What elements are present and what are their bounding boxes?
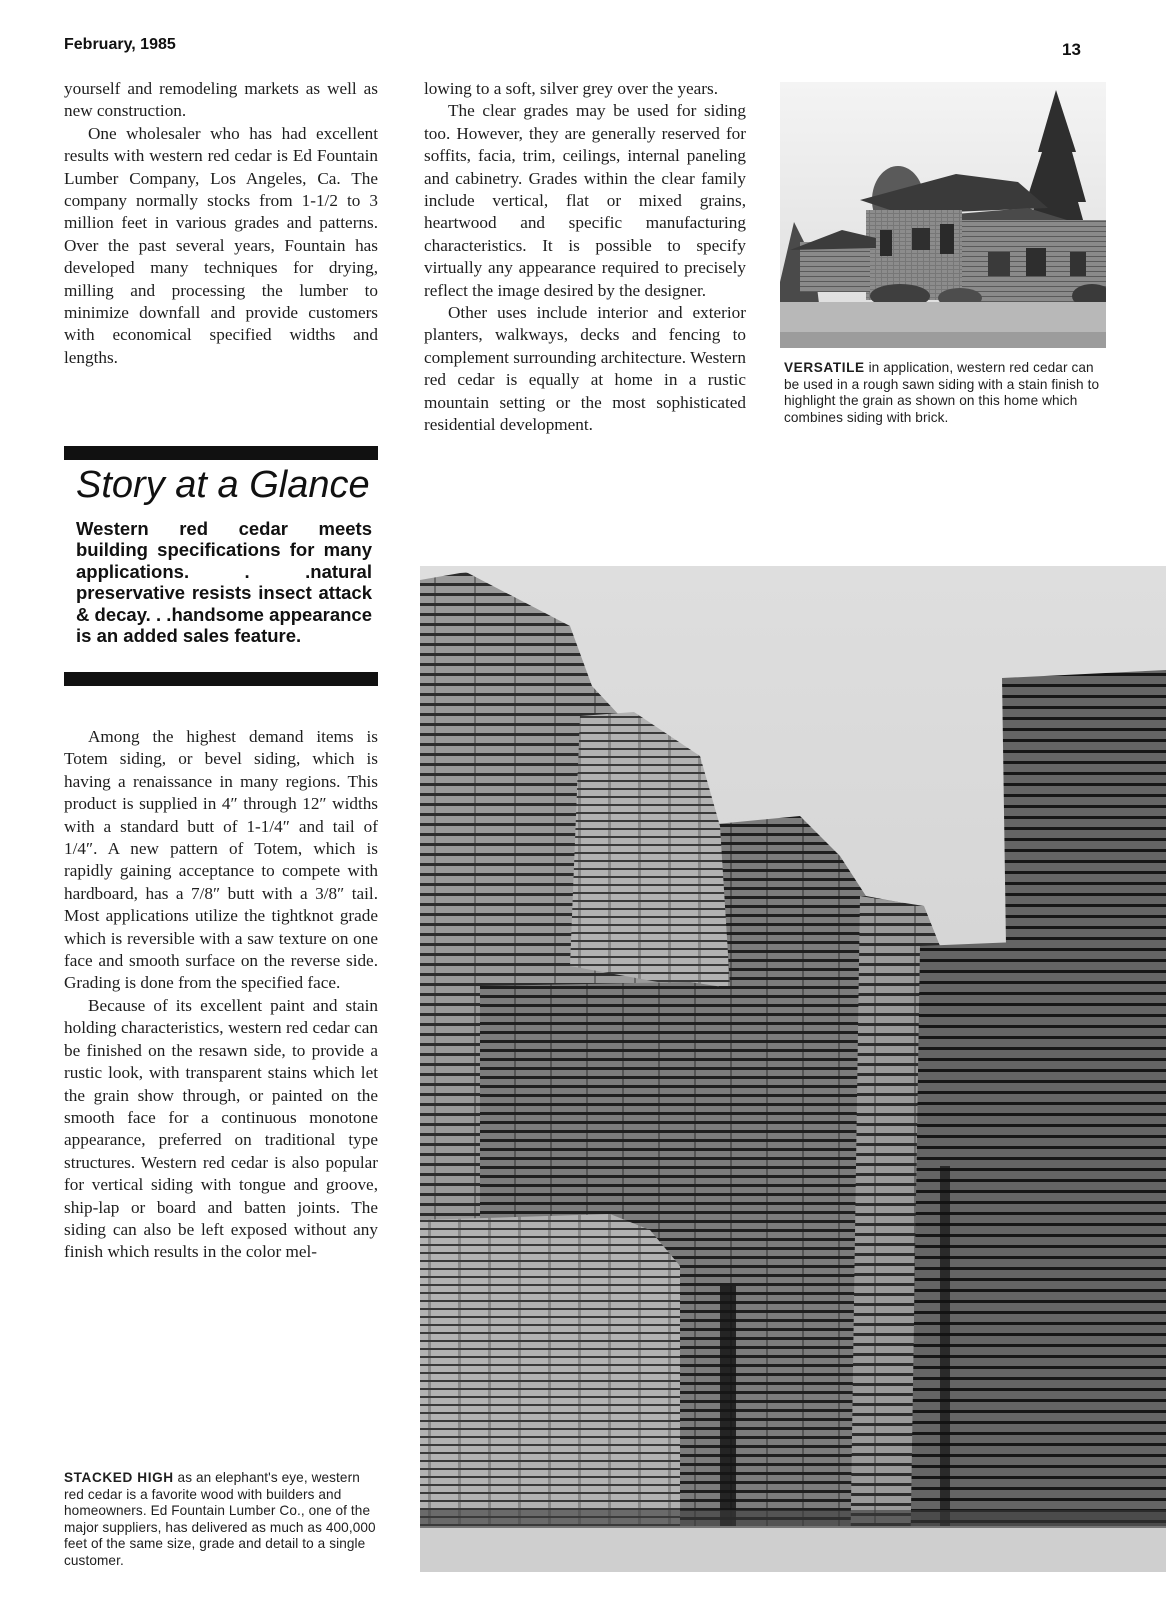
paragraph: Because of its excellent paint and stain holding characteristics, western red cedar can be finished on the resawn side, to provide a rustic look, with transparent stains which let the grain show through, or painted on the smooth face for a continuous monotone appearance, preferred on traditional type structures. Western red cedar is also popular for vertical siding with tongue and groove, ship-lap or board and batten joints. The siding can also be left exposed without any finish which results in the color mel- xyxy=(64,995,378,1262)
lumber-stacks-photo xyxy=(420,566,1166,1572)
caption-lead: STACKED HIGH xyxy=(64,1470,174,1485)
column2-text xyxy=(424,78,746,437)
glance-summary: Western red cedar meets building specifications for many applications. . .natural preservative resists insect attack & decay. . .handsome appearance is an added sales feature. xyxy=(76,518,372,647)
paragraph: One wholesaler who has had excellent results with western red cedar is Ed Fountain Lumber Company, Los Angeles, Ca. The company normally stocks from 1-1/2 to 3 million feet in various grades and patterns. Over the past several years, Fountain has developed many techniques for drying, milling and processing the lumber to minimize downfall and provide customers with economical specified widths and lengths. xyxy=(64,123,378,367)
glance-top-bar xyxy=(64,446,378,460)
lumber-caption xyxy=(64,1470,382,1570)
house-photo xyxy=(780,82,1106,348)
paragraph: Other uses include interior and exterior planters, walkways, decks and fencing to complement surrounding architecture. Western red cedar is equally at home in a rustic mountain setting or the most sophisticated residential development. xyxy=(424,303,746,435)
caption-lead: VERSATILE xyxy=(784,360,865,375)
caption-text: in application, western red cedar can be used in a rough sawn siding with a stain finish to highlight the grain as shown on this home which combines siding with brick. xyxy=(784,360,1100,425)
column1-bottom-text xyxy=(64,726,378,1264)
page-number: 13 xyxy=(1062,40,1081,59)
issue-date: February, 1985 xyxy=(64,36,176,53)
paragraph: The clear grades may be used for siding too. However, they are generally reserved for soffits, facia, trim, ceilings, internal paneling and cabinetry. Grades within the clear family include vertical, flat or mixed grains, heartwood and specific manufacturing characteristics. It is possible to specify virtually any appearance required to precisely reflect the image desired by the designer. xyxy=(424,101,746,300)
glance-bottom-bar xyxy=(64,672,378,686)
column1-top-text xyxy=(64,78,378,369)
caption-text: as an elephant's eye, western red cedar is a favorite wood with builders and homeowners. Ed Fountain Lumber Co., one of the major suppliers, has delivered as much as 400,000 feet of the same size, grade and detail to a single customer. xyxy=(64,1470,376,1568)
paragraph: lowing to a soft, silver grey over the years. xyxy=(424,79,719,98)
paragraph: yourself and remodeling markets as well as new construction. xyxy=(64,79,378,121)
paragraph: Among the highest demand items is Totem siding, or bevel siding, which is having a renaissance in many regions. This product is supplied in 4″ through 12″ widths with a standard butt of 1-1/4″ and tail of 1/4″. A new pattern of Totem, which is rapidly gaining acceptance to compete with hardboard, has a 7/8″ butt with a 3/8″ tail. Most applications utilize the tightknot grade which is reversible with a saw texture on one face and smooth surface on the reverse side. Grading is done from the specified face. xyxy=(64,727,378,993)
glance-title: Story at a Glance xyxy=(76,464,370,506)
house-caption xyxy=(784,360,1106,426)
